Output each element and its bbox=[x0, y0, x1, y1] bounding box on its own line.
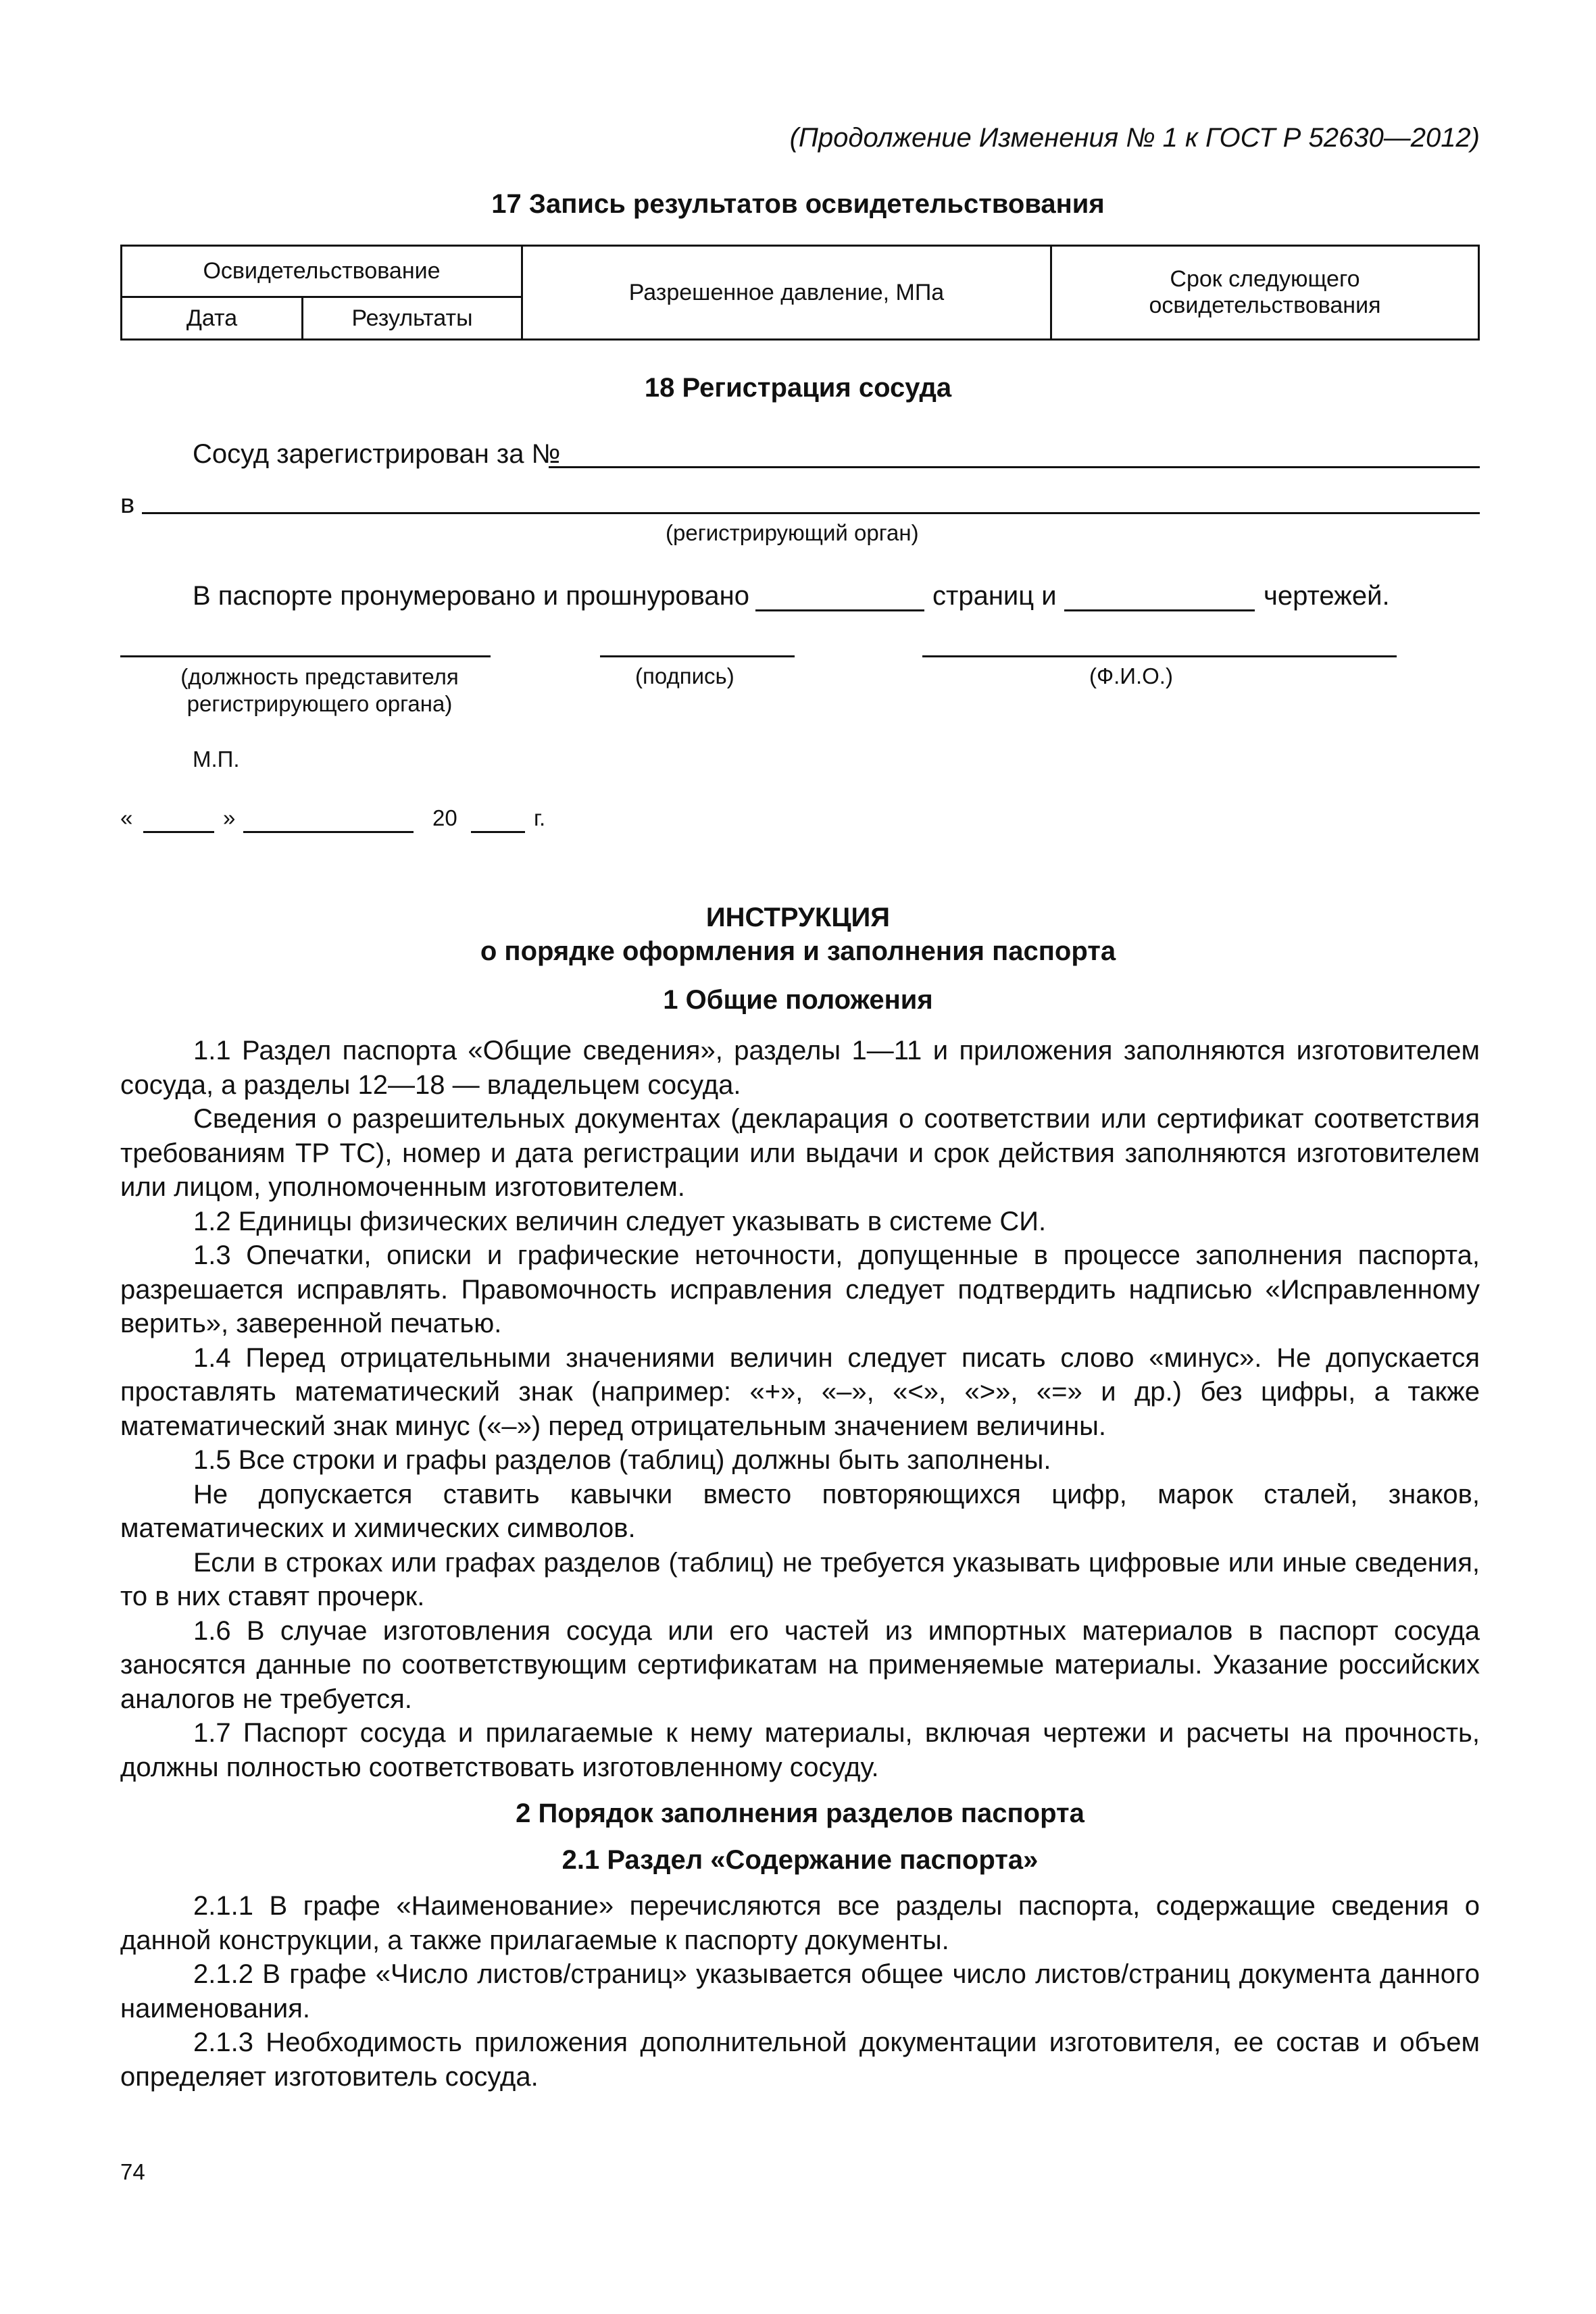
authority-caption: (регистрирующий орган) bbox=[666, 520, 919, 545]
table-header-pressure: Разрешенное давление, МПа bbox=[522, 246, 1051, 340]
date-close-quote: » bbox=[223, 805, 236, 830]
drawings-count-line[interactable] bbox=[1064, 609, 1255, 611]
date-day-line[interactable] bbox=[143, 831, 214, 833]
numbered-text-b: страниц и bbox=[932, 581, 1057, 611]
registration-number-line[interactable] bbox=[549, 466, 1480, 468]
instruction-subtitle: о порядке оформления и заполнения паспорта bbox=[480, 936, 1116, 966]
instruction-body bbox=[120, 1034, 1480, 2094]
section-2-title: 2 Порядок заполнения разделов паспорта bbox=[516, 1799, 1084, 1828]
table-header-next-exam: Срок следующего освидетельствования bbox=[1051, 246, 1478, 340]
full-name-line[interactable] bbox=[922, 655, 1397, 657]
general-provisions-title: 1 Общие положения bbox=[663, 985, 933, 1015]
paragraph: Не допускается ставить кавычки вместо повторяющихся цифр, марок сталей, знаков, математических и химических символов. bbox=[120, 1479, 1480, 1543]
table-header-exam: Освидетельствование bbox=[122, 246, 522, 297]
signature-caption: (подпись) bbox=[635, 663, 734, 688]
registered-label: Сосуд зарегистрирован за № bbox=[193, 439, 561, 469]
position-caption: (должность представителя регистрирующего органа) bbox=[180, 664, 459, 716]
stamp-label: М.П. bbox=[193, 747, 240, 772]
inspection-results-table bbox=[120, 245, 1480, 341]
paragraph: 1.1 Раздел паспорта «Общие сведения», разделы 1—11 и приложения заполняются изготовителем сосуда, а разделы 12—18 — владельцем сосуда. bbox=[120, 1036, 1480, 1100]
date-month-line[interactable] bbox=[243, 831, 414, 833]
registering-authority-line[interactable] bbox=[142, 512, 1480, 514]
table-header-date: Дата bbox=[122, 297, 303, 340]
date-year-prefix: 20 bbox=[432, 805, 457, 830]
numbered-text-c: чертежей. bbox=[1264, 581, 1390, 611]
instruction-title: ИНСТРУКЦИЯ bbox=[705, 903, 891, 932]
date-year-line[interactable] bbox=[471, 831, 525, 833]
section-17-title: 17 Запись результатов освидетельствования bbox=[491, 189, 1105, 219]
position-signature-line[interactable] bbox=[120, 655, 491, 657]
page-number: 74 bbox=[120, 2159, 145, 2184]
full-name-caption: (Ф.И.О.) bbox=[1089, 663, 1173, 688]
paragraph: Сведения о разрешительных документах (декларация о соответствии или сертификат соответствия требованиям ТР ТС), номер и дата регистрации или выдачи и срок действия заполняются изготовителем или лицом, уполномоченным изготовителем. bbox=[120, 1104, 1480, 1202]
signature-line[interactable] bbox=[600, 655, 795, 657]
paragraph: 1.2 Единицы физических величин следует указывать в системе СИ. bbox=[193, 1206, 1047, 1236]
continuation-header: (Продолжение Изменения № 1 к ГОСТ Р 52630—2012) bbox=[789, 123, 1480, 153]
section-2-1-title: 2.1 Раздел «Содержание паспорта» bbox=[562, 1844, 1039, 1875]
paragraph: 1.5 Все строки и графы разделов (таблиц) должны быть заполнены. bbox=[193, 1445, 1051, 1475]
paragraph: 1.3 Опечатки, описки и графические неточности, допущенные в процессе заполнения паспорта, разрешается исправлять. Правомочность исправления следует подтвердить надписью «Исправленному верить», заверенной печатью. bbox=[120, 1240, 1480, 1338]
paragraph: 1.6 В случае изготовления сосуда или его частей из импортных материалов в паспорт сосуда заносятся данные по соответствующим сертификатам на применяемые материалы. Указание российских аналогов не требуется. bbox=[120, 1615, 1480, 1714]
section-18-title: 18 Регистрация сосуда bbox=[644, 373, 952, 403]
paragraph: Если в строках или графах разделов (таблиц) не требуется указывать цифровые или иные сведения, то в них ставят прочерк. bbox=[120, 1547, 1480, 1611]
date-open-quote: « bbox=[120, 805, 133, 830]
paragraph: 2.1.3 Необходимость приложения дополнительной документации изготовителя, ее состав и объем определяет изготовитель сосуда. bbox=[120, 2028, 1480, 2092]
table-header-results: Результаты bbox=[303, 297, 522, 340]
paragraph: 2.1.1 В графе «Наименование» перечисляются все разделы паспорта, содержащие сведения о данной конструкции, а также прилагаемые к паспорту документы. bbox=[120, 1891, 1480, 1955]
paragraph: 1.7 Паспорт сосуда и прилагаемые к нему материалы, включая чертежи и расчеты на прочность, должны полностью соответствовать изготовленному сосуду. bbox=[120, 1718, 1480, 1782]
in-label: в bbox=[120, 489, 135, 519]
numbered-text-a: В паспорте пронумеровано и прошнуровано bbox=[193, 581, 749, 611]
paragraph: 1.4 Перед отрицательными значениями величин следует писать слово «минус». Не допускается проставлять математический знак (например: «+», «–», «<», «>», «=» и др.) без цифры, а также математический знак минус («–») перед отрицательным значением величины. bbox=[120, 1342, 1480, 1441]
pages-count-line[interactable] bbox=[755, 609, 924, 611]
paragraph: 2.1.2 В графе «Число листов/страниц» указывается общее число листов/страниц документа данного наименования. bbox=[120, 1959, 1480, 2023]
date-year-suffix: г. bbox=[534, 805, 546, 830]
